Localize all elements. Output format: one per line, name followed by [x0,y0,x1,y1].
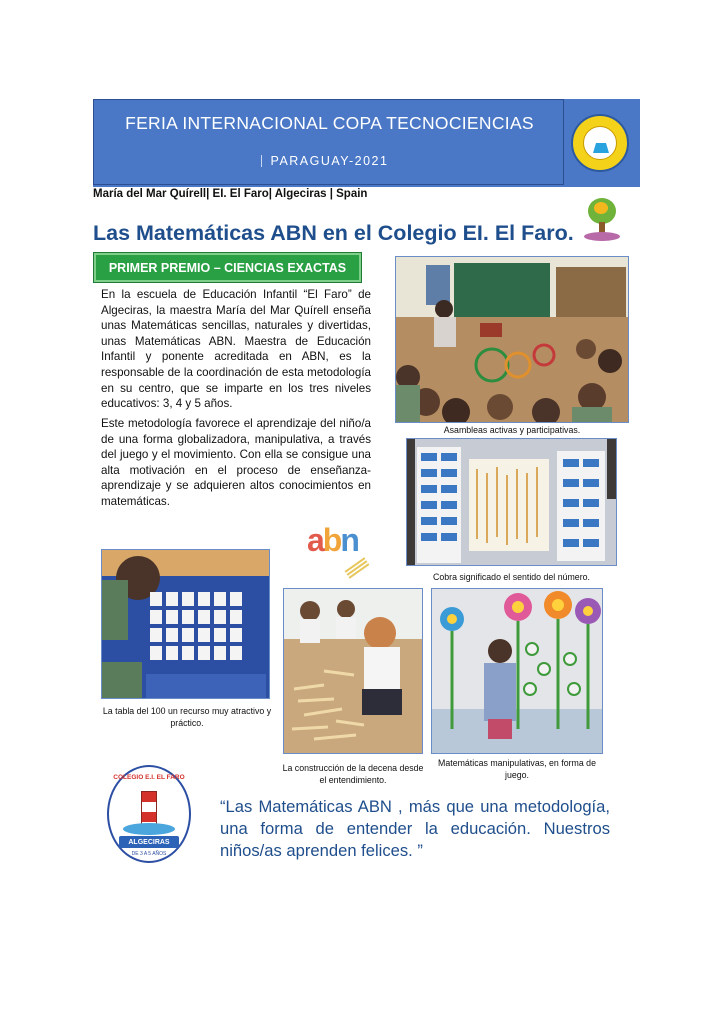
wave-icon [123,823,175,835]
school-logo [107,765,191,863]
tree-fruit [594,202,608,214]
abn-letter-a: a [307,522,323,558]
abn-letter-b: b [322,522,341,558]
flask-icon [593,135,609,153]
photo-manipulative-game [431,588,603,754]
sticks-icon [343,560,369,572]
abn-letter-n: n [340,522,358,558]
abn-wordmark [307,524,358,556]
classroom-illustration [396,257,629,423]
author-byline: María del Mar Quírell| EI. El Faro| Algeciras | Spain [93,188,368,200]
tens-building-illustration [284,589,423,754]
school-logo-city: ALGECIRAS [128,839,170,846]
tree-base [584,232,620,241]
method-paragraph: Este metodología favorece el aprendizaje del niño/a de una forma globalizadora, manipulativa, a través del juego y el movimiento. Con ella se consigue una alta motivación en el proceso de enseñanza-aprendizaje y se adquieren altos conocimientos en matemáticas. [101,417,371,508]
intro-paragraph: En la escuela de Educación Infantil “El Faro” de Algeciras, la maestra María del Mar Quírell enseña unas Matemáticas sencillas, naturales y divertidas, unas Matemáticas ABN. Maestra de Educación Infantil y ponente acreditada en ABN, es la responsable de la coordinación de esta metodología en su centro, que se imparte en los tres niveles educativos: 3, 4 y 5 años. [101,288,371,411]
photo-number-line [406,438,617,566]
number-cards-illustration [407,439,617,566]
header-title-box [93,99,564,185]
caption-building-tens: La construcción de la decena desde el entendimiento. [282,763,424,785]
school-logo-ages: DE 3 A 5 AÑOS [131,851,167,857]
header-banner [93,99,640,187]
award-banner [93,252,362,283]
award-label: PRIMER PREMIO – CIENCIAS EXACTAS [108,261,347,275]
caption-assembly: Asambleas activas y participativas. [443,425,581,435]
school-logo-name: COLEGIO E.I. EL FARO [113,774,185,781]
flowers-illustration [432,589,603,754]
closing-quote: “Las Matemáticas ABN , más que una metodología, una forma de entender la educación. Nuestros niños/as aprenden felices. ” [220,797,610,860]
photo-hundred-table [101,549,270,699]
header-title: FERIA INTERNACIONAL COPA TECNOCIENCIAS [125,113,534,133]
header-subtitle: PARAGUAY-2021 [270,154,389,168]
tree-icon [582,198,622,244]
photo-building-tens [283,588,423,754]
asociacion-badge-icon [571,114,629,172]
page-headline: Las Matemáticas ABN en el Colegio EI. El Faro. [93,221,574,245]
caption-manipulative: Matemáticas manipulativas, en forma de juego. [438,758,596,780]
caption-hundred-table: La tabla del 100 un recurso muy atractivo y práctico. [102,706,272,728]
hundred-table-illustration [102,550,270,699]
photo-classroom-assembly [395,256,629,423]
caption-number-sense: Cobra significado el sentido del número. [433,572,590,582]
abn-logo [307,520,369,578]
